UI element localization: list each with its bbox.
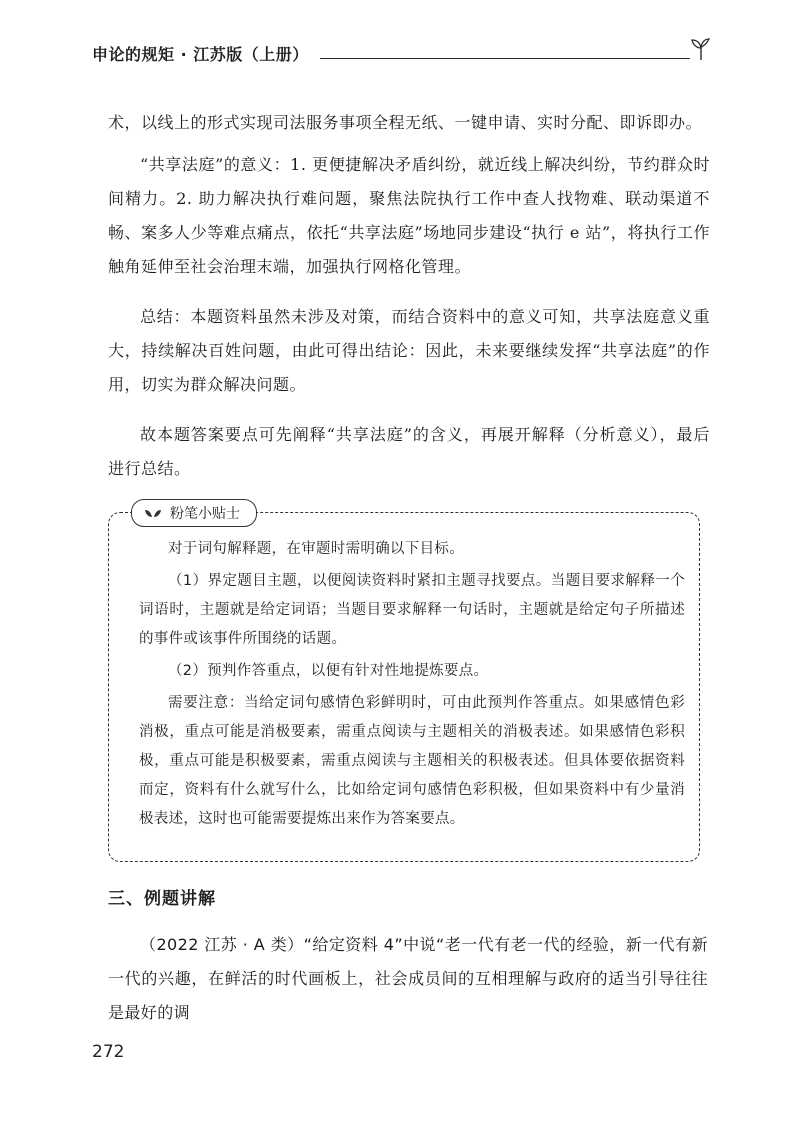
tip-badge <box>131 499 257 527</box>
example-question-text: （2022 江苏 · A 类）“给定资料 4”中说“老一代有老一代的经验，新一代有新一代的兴趣，在鲜活的时代画板上，社会成员间的互相理解与政府的适当引导往往是最好的调 <box>108 935 708 1022</box>
body-paragraph-summary: 总结：本题资料虽然未涉及对策，而结合资料中的意义可知，共享法庭意义重大，持续解决百姓问题，由此可得出结论：因此，未来要继续发挥“共享法庭”的作用，切实为群众解决问题。 <box>108 307 710 394</box>
tip-paragraph-point-2: （2）预判作答重点，以便有针对性地提炼要点。 <box>168 663 489 679</box>
section-heading: 三、例题讲解 <box>108 889 216 909</box>
body-paragraph-approach: 故本题答案要点可先阐释“共享法庭”的含义，再展开解释（分析意义），最后进行总结。 <box>108 425 710 478</box>
tip-box <box>108 506 700 862</box>
tip-paragraph-point-1: （1）界定题目主题，以便阅读资料时紧扣主题寻找要点。当题目要求解释一个词语时，主题就是给定词语；当题目要求解释一句话时，主题就是给定句子所描述的事件或该事件所围绕的话题。 <box>139 573 685 647</box>
page-number: 272 <box>92 1042 125 1062</box>
tip-badge-label: 粉笔小贴士 <box>170 506 240 522</box>
running-header <box>92 42 722 66</box>
book-title: 申论的规矩 · 江苏版（上册） <box>92 45 309 64</box>
header-rule <box>320 58 690 59</box>
leaf-pair-icon <box>144 507 162 519</box>
body-paragraph-significance: “共享法庭”的意义：1. 更便捷解决矛盾纠纷，就近线上解决纠纷，节约群众时间精力。2. 助力解决执行难问题，聚焦法院执行工作中查人找物难、联动渠道不畅、案多人少等难点痛点，依托“共享法庭”场地同步建设“执行 e 站”，将执行工作触角延伸至社会治理末端，加强执行网格化管理。 <box>108 155 710 276</box>
tip-paragraph-note: 需要注意：当给定词句感情色彩鲜明时，可由此预判作答重点。如果感情色彩消极，重点可能是消极要素，需重点阅读与主题相关的消极表述。如果感情色彩积极，重点可能是积极要素，需重点阅读与主题相关的积极表述。但具体要依据资料而定，资料有什么就写什么，比如给定词句感情色彩积极，但如果资料中有少量消极表述，这时也可能需要提炼出来作为答案要点。 <box>139 695 685 827</box>
body-paragraph-continuation: 术，以线上的形式实现司法服务事项全程无纸、一键申请、实时分配、即诉即办。 <box>108 113 703 132</box>
sprout-icon <box>688 36 714 66</box>
tip-paragraph-intro: 对于词句解释题，在审题时需明确以下目标。 <box>168 541 464 557</box>
